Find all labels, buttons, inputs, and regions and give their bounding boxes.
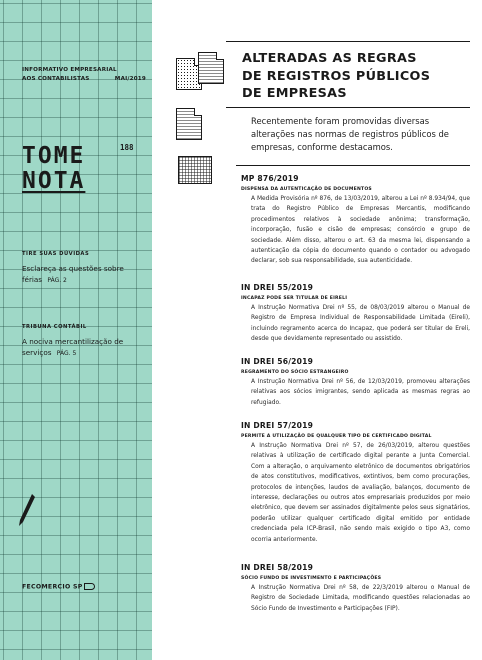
masthead-line1: TOME (22, 143, 86, 169)
article-header (226, 46, 468, 103)
article-in-drei-56 (241, 357, 470, 408)
article-body: A Medida Provisória nº 876, de 13/03/2019, alterou a Lei nº 8.934/94, que trata do Registro Público de Empresas Mercantis, modificando procedimentos relativos à sociedade anônima; transformação, incorporação, fusão e cisão de empresas; consórcio e grupo de sociedade. Além disso, alterou o art. 63 da mesma lei, dispensando a autenticação da cópia do documento quando o contador ou advogado declarar, sob sua responsabilidade, sua autenticidade. (251, 196, 470, 265)
article-title: MP 876/2019 (241, 174, 299, 183)
lined-document-icon (176, 108, 202, 140)
section-text: A nociva mercantilização de serviços (22, 337, 124, 357)
article-title: IN DREI 56/2019 (241, 357, 314, 366)
article-body: A Instrução Normativa Drei nº 55, de 08/03/2019 alterou o Manual de Registro de Empresa Individual de Responsabilidade Limitada (Eireli), incluindo regramento acerca do Incapaz, que poderá ser titular de Ereli, desde que devidamente representado ou assistido. (251, 305, 470, 343)
headline: ALTERADAS AS REGRAS DE REGISTROS PÚBLICOS DE EMPRESAS (242, 51, 431, 101)
article-subtitle: REGRAMENTO DO SÓCIO ESTRANGEIRO (241, 370, 349, 375)
article-mp-876 (241, 174, 470, 267)
article-body: A Instrução Normativa Drei nº 56, de 12/03/2019, promoveu alterações relativas aos sócios imigrantes, sendo aplicada as mesmas regras ao refugiado. (251, 379, 470, 406)
divider (236, 165, 470, 166)
intro-paragraph: Recentemente foram promovidas diversas alterações nas normas de registros públicos de empresas, conforme destacamos. (251, 116, 449, 153)
article-title: IN DREI 58/2019 (241, 563, 314, 572)
section-label: TIRE SUAS DÚVIDAS (22, 251, 90, 257)
article-subtitle: DISPENSA DA AUTENTICAÇÃO DE DOCUMENTOS (241, 187, 372, 192)
section-page: PÁG. 5 (56, 350, 77, 357)
section-page: PÁG. 2 (47, 277, 67, 284)
edition-number: 188 (120, 143, 134, 152)
article-in-drei-57 (241, 421, 470, 545)
article-title: IN DREI 57/2019 (241, 421, 314, 430)
publication-header (22, 66, 146, 84)
article-subtitle: PERMITE A UTILIZAÇÃO DE QUALQUER TIPO DE CERTIFICADO DIGITAL (241, 434, 432, 439)
masthead-line2: NOTA (22, 168, 86, 194)
section-label: TRIBUNA CONTÁBIL (22, 324, 87, 330)
lined-document-icon (198, 52, 224, 84)
grid-document-icon (178, 156, 212, 184)
sidebar-section-duvidas[interactable] (22, 251, 146, 286)
article-in-drei-55 (241, 283, 470, 345)
article-subtitle: SÓCIO FUNDO DE INVESTIMENTO E PARTICIPAÇÕES (241, 576, 382, 581)
article-title: IN DREI 55/2019 (241, 283, 314, 292)
article-body: A Instrução Normativa Drei nº 57, de 26/03/2019, alterou questões relativas à utilização de certificado digital perante a Junta Comercial. Com a alteração, o arquivamento eletrônico de documentos obrigatórios de atos constitutivos, modificativos, extintivos, bem como procurações, protocolos de intenções, laudos de avaliação, balanços, documento de interesse, declarações ou outros atos empresariais produzidos por meio eletrônico, que devem ser assinados digitalmente pelos seus signatários, poderão utilizar qualquer certificado digital emitido por entidade credenciada pela ICP-Brasil, não sendo mais exigido o tipo A3, como ocorria anteriormente. (251, 443, 470, 543)
article-body: A Instrução Normativa Drei nº 58, de 22/3/2019 alterou o Manual de Registro de Sociedade Limitada, modificando questões relacionadas ao Sócio Fundo de Investimento e Participações (FIP). (251, 585, 470, 612)
masthead-title (22, 144, 85, 194)
fecomercio-logo: FECOMERCIO SP (22, 583, 95, 591)
sidebar-section-tribuna[interactable] (22, 324, 146, 359)
publication-date: MAI/2019 (114, 76, 146, 82)
section-text: Esclareça as questões sobre férias (22, 264, 124, 284)
article-in-drei-58 (241, 563, 470, 614)
divider (226, 41, 470, 42)
pen-icon (18, 492, 36, 528)
publication-name: INFORMATIVO EMPRESARIAL (22, 67, 117, 73)
divider (226, 107, 470, 108)
article-subtitle: INCAPAZ PODE SER TITULAR DE EIRELI (241, 296, 348, 301)
publication-audience: AOS CONTABILISTAS (22, 76, 90, 82)
